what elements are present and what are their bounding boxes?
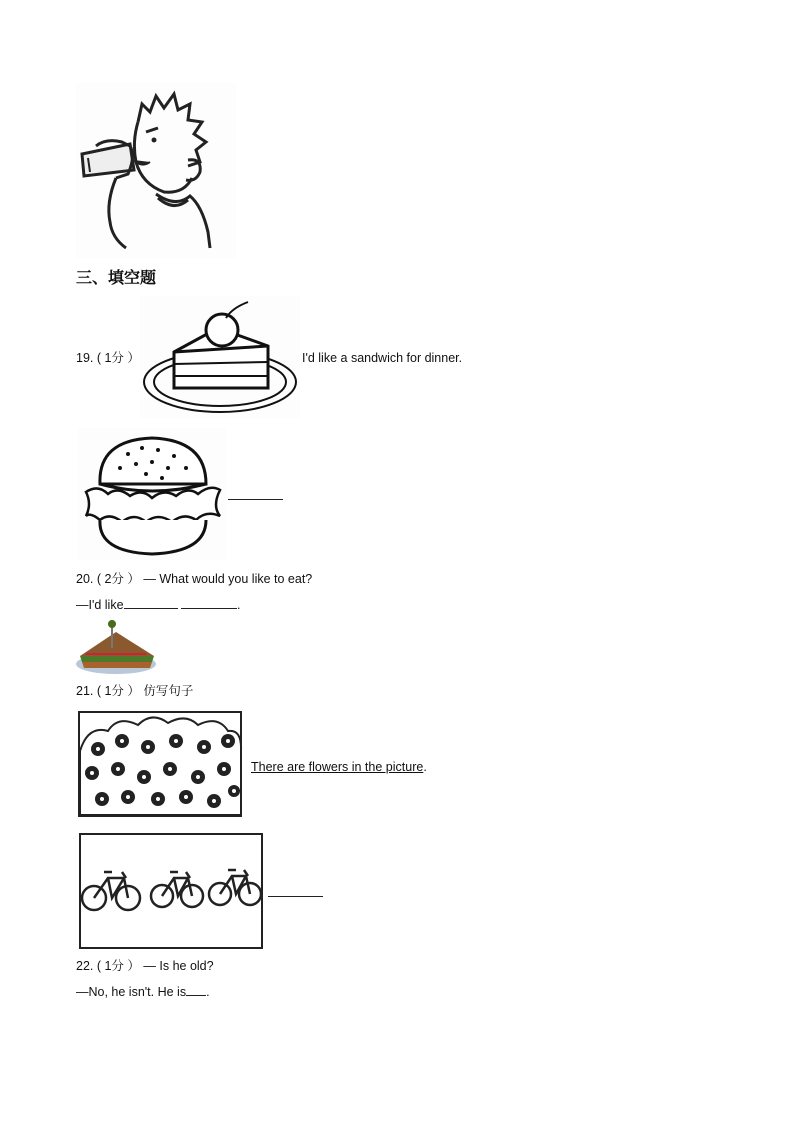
q21-example-sentence: There are flowers in the picture xyxy=(251,760,424,774)
q20-answer-blank-2[interactable] xyxy=(181,596,237,609)
bikes-answer-blank[interactable] xyxy=(268,884,323,897)
q21-line xyxy=(76,683,193,699)
q20-question: — What would you like to eat? xyxy=(143,572,313,586)
hamburger-image xyxy=(78,428,226,560)
q20-number: 20. ( 2分 ） xyxy=(76,572,140,586)
q22-number: 22. ( 1分 ） xyxy=(76,959,140,973)
q22-answer-prefix: —No, he isn't. He is xyxy=(76,985,187,999)
q22-answer-end: . xyxy=(206,985,210,999)
q22-answer-blank[interactable] xyxy=(186,983,206,996)
boy-drinking-image xyxy=(76,82,236,258)
q21-example-end: . xyxy=(423,760,427,774)
q19-example-sentence: I'd like a sandwich for dinner. xyxy=(302,351,463,365)
q21-number: 21. ( 1分 ） xyxy=(76,684,140,698)
section-heading: 三、填空题 xyxy=(76,268,157,287)
q21-instruction: 仿写句子 xyxy=(143,683,194,698)
q20-answer-blank-1[interactable] xyxy=(124,596,178,609)
q20-line-1 xyxy=(76,571,312,587)
cake-image xyxy=(140,296,300,418)
flowers-image xyxy=(78,711,244,817)
q20-answer-prefix: —I'd like xyxy=(76,598,124,612)
q21-example xyxy=(251,759,427,775)
q20-answer-end: . xyxy=(237,598,241,612)
hamburger-answer-blank[interactable] xyxy=(228,487,283,500)
q22-line-1 xyxy=(76,958,214,974)
bikes-image xyxy=(78,832,264,950)
q22-line-2 xyxy=(76,983,210,1000)
q20-line-2 xyxy=(76,596,241,613)
q22-question: — Is he old? xyxy=(143,959,214,973)
q19-number: 19. ( 1分 ） xyxy=(76,351,140,365)
sandwich-image xyxy=(76,618,158,676)
